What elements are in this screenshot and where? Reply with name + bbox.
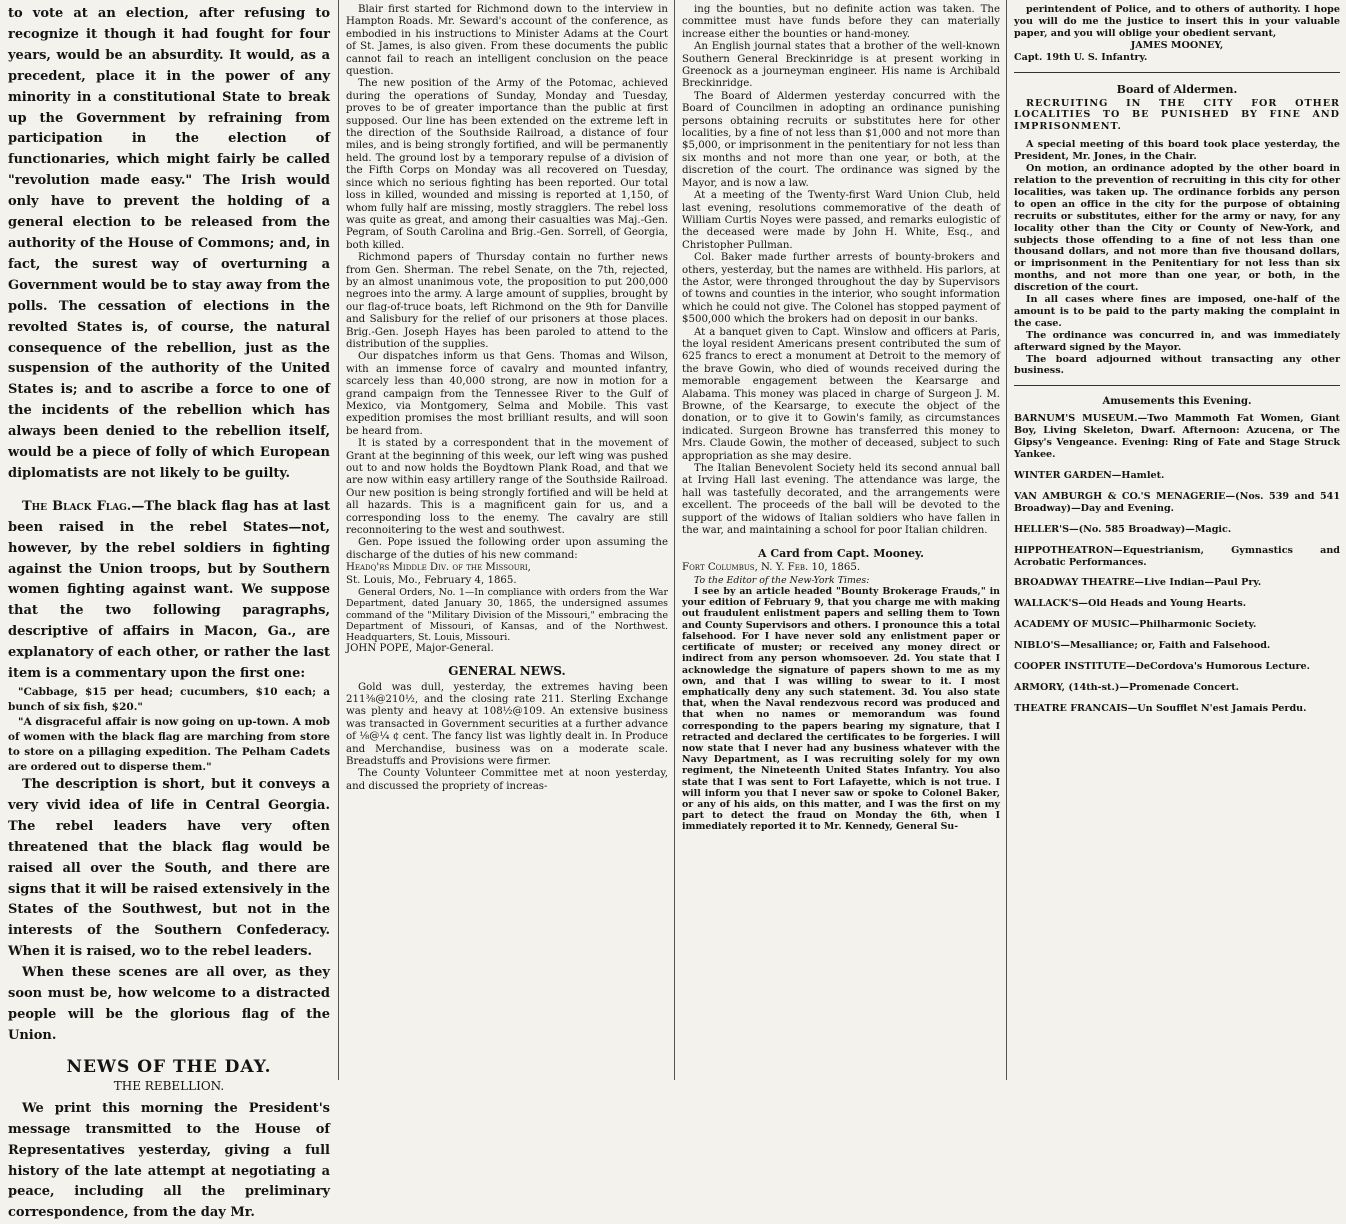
- article-paragraph: The new position of the Army of the Potomac, achieved during the operations of Sunday, Monday and Tuesday, proves to be of greater importance than the public at first supposed. Our line has been extended on the extreme left in the direction of the Southside Railroad, a distance of four miles, and is being strongly fortified, and will be permanently held. The ground lost by a temporary repulse of a division of the Fifth Corps on Monday was all recovered on Tuesday, since which no serious fighting has been reported. Our total loss in killed, wounded and missing is reported at 1,150, of whom fully half are missing, mostly stragglers. The rebel loss was quite as great, and among their casualties was Maj.-Gen. Pegram, of South Carolina and Brig.-Gen. Sorrell, of Georgia, both killed.: [346, 78, 668, 251]
- order-signature: JOHN POPE, Major-General.: [346, 643, 494, 655]
- amusement-item: ARMORY, (14th-st.)—Promenade Concert.: [1014, 681, 1239, 693]
- card-salutation: To the Editor of the New-York Times:: [694, 574, 870, 586]
- quote-paragraph: "Cabbage, $15 per head; cucumbers, $10 each; a bunch of six fish, $20.": [8, 686, 330, 713]
- article-paragraph: The Italian Benevolent Society held its second annual ball at Irving Hall last evening. The attendance was large, the hall was tastefully decorated, and the arrangements were excellent. The proceeds of the ball will be devoted to the support of the widows of Italian soldiers who have fallen in the war, and maintaining a school for poor Italian children.: [682, 463, 1000, 537]
- amusement-item: COOPER INSTITUTE—DeCordova's Humorous Lecture.: [1014, 661, 1310, 673]
- board-paragraph: The board adjourned without transacting any other business.: [1014, 353, 1340, 377]
- amusement-item: BROADWAY THEATRE—Live Indian—Paul Pry.: [1014, 577, 1262, 589]
- board-heading: Board of Aldermen.: [1116, 82, 1238, 96]
- amusement-item: ACADEMY OF MUSIC—Philharmonic Society.: [1014, 619, 1257, 631]
- board-paragraph: In all cases where fines are imposed, one-half of the amount is to be paid to the party making the complaint in the case.: [1014, 294, 1340, 329]
- black-flag-paragraph: [8, 497, 330, 685]
- card-dateline: Fort Columbus, N. Y. Feb. 10, 1865.: [682, 562, 861, 574]
- article-paragraph: Our dispatches inform us that Gens. Thomas and Wilson, with an immense force of cavalry and mounted infantry, scarcely less than 40,000 strong, are now in motion for a grand campaign from the Tennessee River to the Gulf of Mexico, via Montgomery, Selma and Mobile. This vast expedition promises the most brilliant results, and will soon be heard from.: [346, 351, 668, 437]
- board-paragraph: On motion, an ordinance adopted by the other board in relation to the prevention of recruiting in this city for other localities, was taken up. The ordinance forbids any person to open an office in the city for the purpose of obtaining recruits or substitutes, either for the army or navy, for any locality other than the City or County of New-York, and subjects those offending to a fine of not less than one thousand dollars, and not more than five thousand dollars, or imprisonment in the Penitentiary for not less than six months, and not more than one year, or both, in the discretion of the court.: [1014, 163, 1340, 294]
- article-paragraph: Richmond papers of Thursday contain no further news from Gen. Sherman. The rebel Senate, on the 7th, rejected, by an almost unanimous vote, the proposition to put 200,000 negroes into the army. A large amount of supplies, brought by our flag-of-truce boats, left Richmond on the 9th for Danville and Salisbury for the relief of our prisoners at those places. Brig.-Gen. Joseph Hayes has been paroled to attend to the distribution of the supplies.: [346, 252, 668, 350]
- news-of-the-day-heading: NEWS OF THE DAY.: [66, 1056, 272, 1077]
- article-paragraph: When these scenes are all over, as they soon must be, how welcome to a distracted people will be the glorious flag of the Union.: [8, 965, 330, 1043]
- amusement-item: BARNUM'S MUSEUM.—Two Mammoth Fat Women, Giant Boy, Living Skeleton, Dwarf. Afternoon: Azucena, or The Gipsy's Vengeance. Evening: Ring of Fate and Stage Struck Yankee.: [1014, 413, 1340, 461]
- column-4: [1014, 4, 1340, 1076]
- article-paragraph: Gen. Pope issued the following order upon assuming the discharge of the duties of his new command:: [346, 537, 668, 561]
- amusement-item: NIBLO'S—Mesalliance; or, Faith and Falsehood.: [1014, 640, 1271, 652]
- board-subheading: RECRUITING IN THE CITY FOR OTHER LOCALITIES TO BE PUNISHED BY FINE AND IMPRISONMENT.: [1014, 97, 1340, 133]
- black-flag-body: —The black flag has at last been raised in the rebel States—not, however, by the rebel soldiers in fighting against the Union troops, but by Southern women fighting against want. We suppose that the two following paragraphs, descriptive of affairs in Macon, Ga., are explanatory of each other, or rather the last item is a commentary upon the first one:: [8, 498, 330, 682]
- card-heading: A Card from Capt. Mooney.: [757, 547, 924, 561]
- column-rule: [1006, 0, 1007, 1080]
- column-3: [682, 4, 1000, 1076]
- amusement-item: WINTER GARDEN—Hamlet.: [1014, 470, 1165, 481]
- card-signature-name: JAMES MOONEY,: [1130, 39, 1224, 51]
- rebellion-heading: THE REBELLION.: [113, 1078, 225, 1093]
- article-paragraph: Gold was dull, yesterday, the extremes having been 211⅜@210½, and the closing rate 211. Sterling Exchange was plenty and heavy at 108½@109. An extensive business was transacted in Government securities at a further advance of ⅛@¼ ¢ cent. The fancy list was lightly dealt in. In Produce and Merchandise, business was on a moderate scale. Breadstuffs and Provisions were firmer.: [346, 681, 668, 767]
- order-dateline: St. Louis, Mo., February 4, 1865.: [346, 574, 517, 586]
- column-rule: [674, 0, 675, 1080]
- order-header: Headq'rs Middle Div. of the Missouri,: [346, 562, 531, 574]
- black-flag-title: The Black Flag.: [22, 498, 132, 514]
- section-divider: [1014, 72, 1340, 73]
- column-rule: [338, 0, 339, 1080]
- article-paragraph: Col. Baker made further arrests of bounty-brokers and others, yesterday, but the names are withheld. His parlors, at the Astor, were thronged throughout the day by Supervisors of towns and counties in the interior, who sought information which he could not give. The Colonel has stopped payment of $500,000 which the brokers had on deposit in our banks.: [682, 252, 1000, 326]
- order-body: General Orders, No. 1—In compliance with orders from the War Department, dated January 30, 1865, the undersigned assumes command of the "Military Division of the Missouri," embracing the Department of Missouri, of Kansas, and of the Northwest. Headquarters, St. Louis, Missouri.: [346, 587, 668, 643]
- card-body: I see by an article headed "Bounty Brokerage Frauds," in your edition of February 9, that you charge me with making out fraudulent enlistment papers and selling them to Town and County Supervisors and others. I pronounce this a total falsehood. For I have never sold any enlistment paper or certificate of muster; or received any money direct or indirect from any person whomsoever. 2d. You state that I acknowledge the signature of papers shown to me as my own, and that I was willing to swear to it. I most emphatically deny any such statement. 3d. You also state that, when the Naval rendezvous record was produced and that when no names or memorandum was found corresponding to the papers bearing my signature, that I retracted and declared the certificates to be forgeries. I will now state that I never had any business whatever with the Navy Department, as I was recruiting solely for my own regiment, the Nineteenth United States Infantry. You also state that I was sent to Fort Lafayette, which is not true. I will inform you that I never saw or spoke to Colonel Baker, or any of his aids, on this matter, and I was the first on my part to detect the fraud on Monday the 6th, when I immediately reported it to Mr. Kennedy, General Su-: [682, 586, 1000, 833]
- quote-paragraph: "A disgraceful affair is now going on up-town. A mob of women with the black flag are marching from store to store on a pillaging expedition. The Pelham Cadets are ordered out to disperse them.": [8, 716, 330, 773]
- amusement-item: HIPPOTHEATRON—Equestrianism, Gymnastics and Acrobatic Performances.: [1014, 544, 1340, 568]
- amusement-item: WALLACK'S—Old Heads and Young Hearts.: [1014, 598, 1247, 610]
- card-closing: perintendent of Police, and to others of authority. I hope you will do me the justice to insert this in your valuable paper, and you will oblige your obedient servant,: [1014, 4, 1340, 39]
- board-paragraph: A special meeting of this board took place yesterday, the President, Mr. Jones, in the Chair.: [1014, 139, 1340, 163]
- amusements-heading: Amusements this Evening.: [1102, 396, 1252, 408]
- amusement-item: VAN AMBURGH & CO.'S MENAGERIE—(Nos. 539 and 541 Broadway)—Day and Evening.: [1014, 490, 1340, 514]
- section-divider: [1014, 385, 1340, 386]
- article-paragraph: to vote at an election, after refusing to recognize it though it had fought for four years, would be an absurdity. It would, as a precedent, place it in the power of any minority in a constitutional State to break up the Government by refraining from participation in the election of functionaries, which might fairly be called "revolution made easy." The Irish would only have to prevent the holding of a general election to be released from the authority of the House of Commons; and, in fact, the surest way of overturning a Government would be to stay away from the polls. The cessation of elections in the revolted States is, of course, the natural consequence of the rebellion, just as the suspension of the authority of the United States is; and to ascribe a force to one of the incidents of the rebellion which has always been denied to the rebellion itself, would be a piece of folly of which European diplomatists are not likely to be guilty.: [8, 6, 330, 481]
- article-paragraph: Blair first started for Richmond down to the interview in Hampton Roads. Mr. Seward's account of the conference, as embodied in his instructions to Minister Adams at the Court of St. James, is also given. From these documents the public cannot fail to reach an intelligent conclusion on the peace question.: [346, 4, 668, 78]
- article-paragraph: ing the bounties, but no definite action was taken. The committee must have funds before they can materially increase either the bounties or hand-money.: [682, 4, 1000, 40]
- board-paragraph: The ordinance was concurred in, and was immediately afterward signed by the Mayor.: [1014, 329, 1340, 353]
- column-2: [346, 4, 668, 1076]
- article-paragraph: We print this morning the President's message transmitted to the House of Representatives yesterday, giving a full history of the late attempt at negotiating a peace, including all the preliminary correspondence, from the day Mr.: [8, 1100, 330, 1221]
- article-paragraph: At a banquet given to Capt. Winslow and officers at Paris, the loyal resident Americans present contributed the sum of 625 francs to erect a monument at Detroit to the memory of the brave Gowin, who died of wounds received during the memorable engagement between the Kearsarge and Alabama. This money was placed in charge of Surgeon J. M. Browne, of the Kearsarge, to execute the object of the donation, or to give it to Gowin's family, as circumstances indicated. Surgeon Browne has transferred this money to Mrs. Claude Gowin, the mother of deceased, subject to such appropriation as she may desire.: [682, 326, 1000, 462]
- general-news-heading: GENERAL NEWS.: [448, 663, 566, 678]
- column-1: [8, 4, 330, 1221]
- article-paragraph: An English journal states that a brother of the well-known Southern General Breckinridge is at present working in Greenock as a journeyman engineer. His name is Archibald Breckinridge.: [682, 41, 1000, 90]
- card-signature-title: Capt. 19th U. S. Infantry.: [1014, 51, 1148, 63]
- article-paragraph: The description is short, but it conveys a very vivid idea of life in Central Georgia. The rebel leaders have very often threatened that the black flag would be raised all over the South, and there are signs that it will be raised extensively in the States of the Southwest, but not in the interests of the Southern Confederacy. When it is raised, wo to the rebel leaders.: [8, 777, 330, 960]
- article-paragraph: The County Volunteer Committee met at noon yesterday, and discussed the propriety of increas-: [346, 768, 668, 792]
- article-paragraph: The Board of Aldermen yesterday concurred with the Board of Councilmen in adopting an ordinance punishing persons obtaining recruits or substitutes here for other localities, by a fine of not less than $1,000 and not more than $5,000, or imprisonment in the penitentiary for not less than six months and not more than one year, or both, at the discretion of the court. The ordinance was signed by the Mayor, and is now a law.: [682, 90, 1000, 189]
- article-paragraph: At a meeting of the Twenty-first Ward Union Club, held last evening, resolutions commemorative of the death of William Curtis Noyes were passed, and remarks eulogistic of the deceased were made by John H. White, Esq., and Christopher Pullman.: [682, 190, 1000, 251]
- amusement-item: HELLER'S—(No. 585 Broadway)—Magic.: [1014, 523, 1232, 535]
- amusement-item: THEATRE FRANCAIS—Un Soufflet N'est Jamais Perdu.: [1014, 702, 1307, 714]
- article-paragraph: It is stated by a correspondent that in the movement of Grant at the beginning of this week, our left wing was pushed out to and now holds the Boydtown Plank Road, and that we are now within easy artillery range of the Southside Railroad. Our new position is being strongly fortified and will be held at all hazards. This is a magnificent gain for us, and a corresponding loss to the enemy. The cavalry are still reconnoitering to the west and southwest.: [346, 438, 668, 537]
